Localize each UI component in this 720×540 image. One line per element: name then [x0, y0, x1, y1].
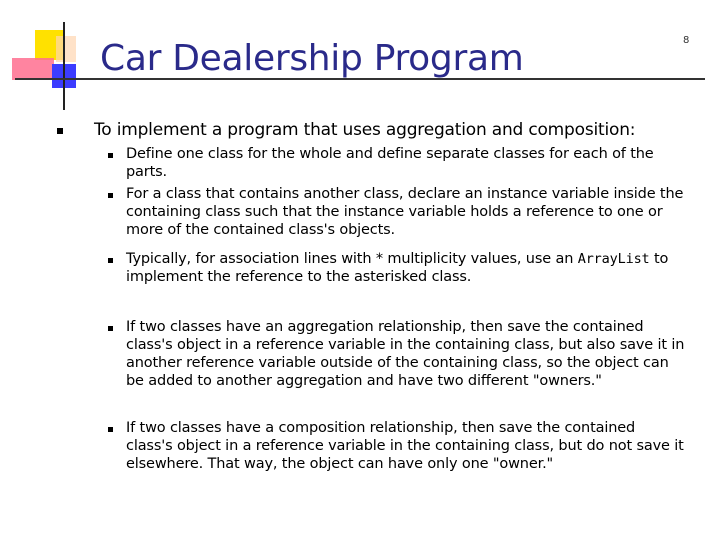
main-point: To implement a program that uses aggregation and composition:: [94, 120, 636, 140]
subpoint-3-text-after: to implement the reference to the asterisked class.: [126, 251, 669, 285]
decor-red-square: [12, 58, 54, 80]
decor-peach-square: [56, 36, 76, 62]
subpoint-3: [126, 250, 686, 286]
page-number: 8: [683, 35, 690, 46]
bullet-square-icon: [57, 128, 63, 134]
bullet-square-icon: [108, 258, 113, 263]
decor-vertical-line: [63, 22, 65, 110]
subpoint-3-code: ArrayList: [577, 251, 650, 267]
subpoint-5: If two classes have a composition relationship, then save the contained class's object in a reference variable in the containing class, but do not save it elsewhere. That way, the object can have only one "owner.": [126, 420, 684, 472]
bullet-square-icon: [108, 326, 113, 331]
subpoint-2: For a class that contains another class, declare an instance variable inside the containing class such that the instance variable holds a reference to one or more of the contained class's objects.: [126, 186, 684, 238]
slide-title: Car Dealership Program: [100, 38, 524, 79]
subpoint-3-text-before: Typically, for association lines with * multiplicity values, use an: [126, 251, 574, 267]
subpoint-1: Define one class for the whole and define separate classes for each of the parts.: [126, 146, 654, 180]
bullet-square-icon: [108, 427, 113, 432]
subpoint-4: If two classes have an aggregation relationship, then save the contained class's object in a reference variable in the containing class, but also save it in another reference variable outside of the containing class, so the object can be added to another aggregation and have two different "owners.": [126, 319, 685, 389]
bullet-square-icon: [108, 193, 113, 198]
bullet-square-icon: [108, 153, 113, 158]
